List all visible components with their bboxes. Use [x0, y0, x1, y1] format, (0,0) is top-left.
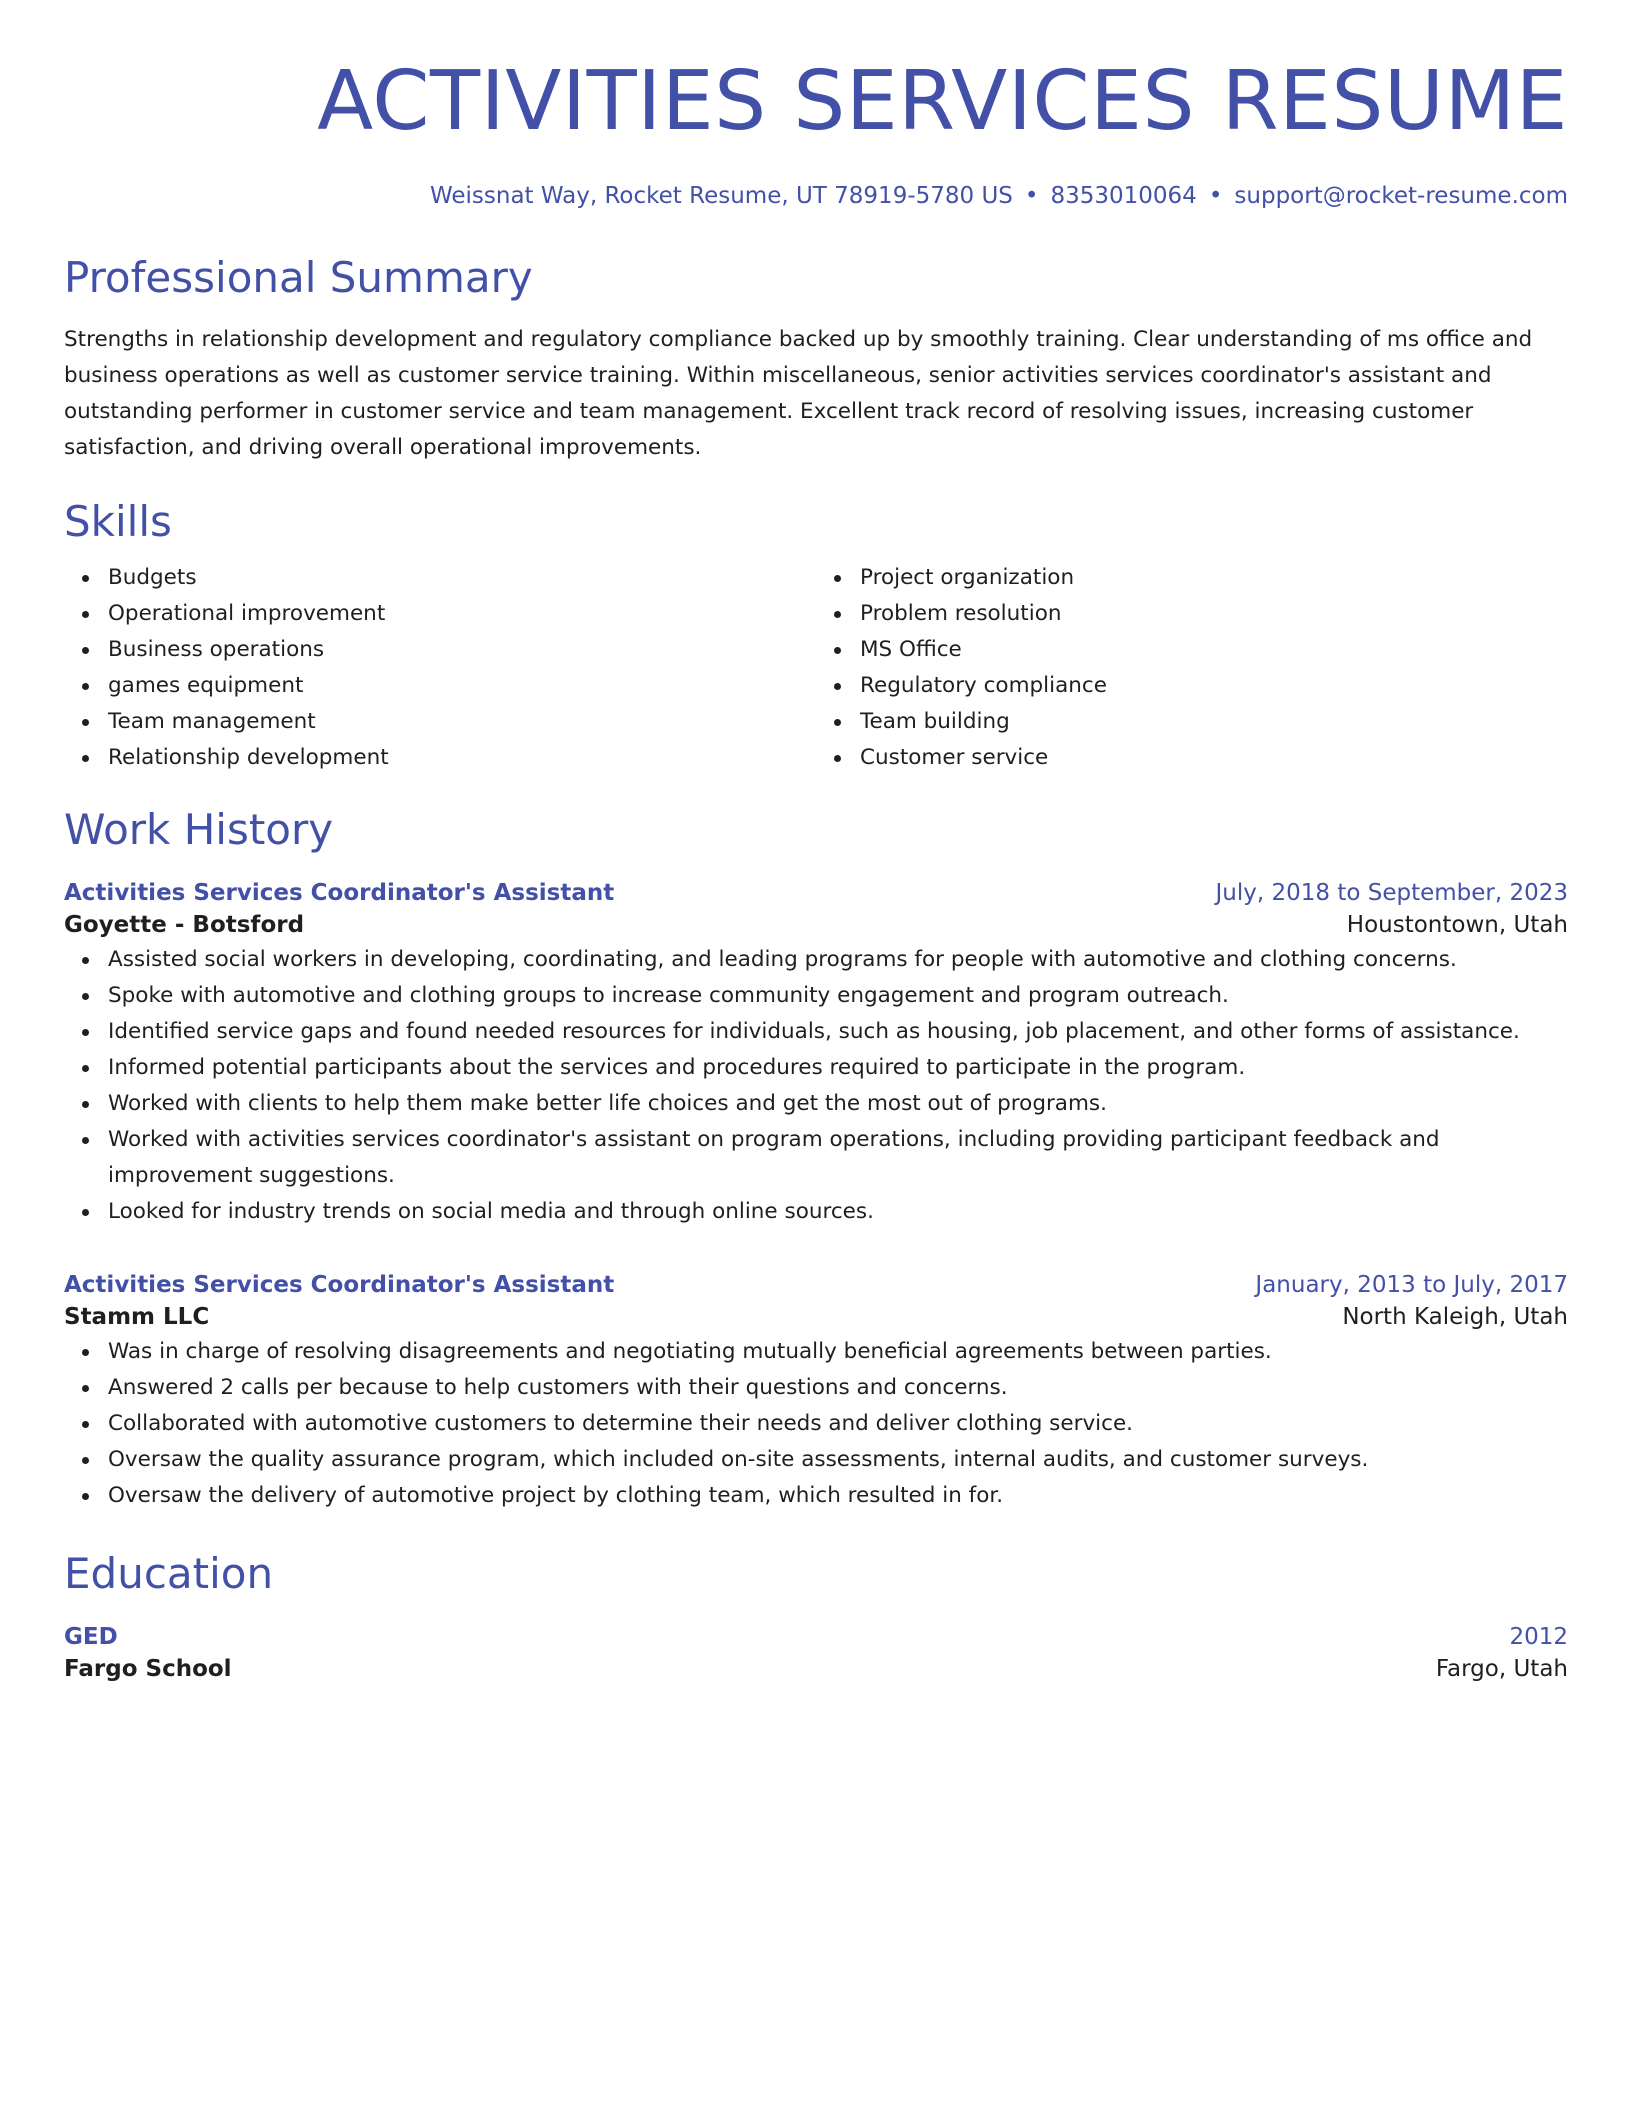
education-entry — [64, 1622, 1568, 1686]
job-location: Houstontown, Utah — [1346, 912, 1568, 938]
skill-item: Customer service — [860, 740, 1568, 776]
contact-separator: • — [1208, 183, 1223, 209]
job-duty: Worked with activities services coordinator's assistant on program operations, including providing participant feedback and improvement suggestions. — [108, 1122, 1568, 1194]
section-heading-summary: Professional Summary — [64, 253, 533, 302]
education-degree-row — [64, 1622, 1568, 1652]
job-title-row — [64, 1270, 1568, 1300]
contact-line — [64, 182, 1568, 210]
skill-item: Problem resolution — [860, 596, 1568, 632]
job-duty: Oversaw the quality assurance program, which included on-site assessments, internal audits, and customer surveys. — [108, 1442, 1568, 1478]
job-employer: Stamm LLC — [64, 1304, 210, 1330]
skill-item: Team management — [108, 704, 816, 740]
skills-column-right — [816, 560, 1568, 776]
skill-item: Team building — [860, 704, 1568, 740]
job-duty: Worked with clients to help them make better life choices and get the most out of programs. — [108, 1086, 1568, 1122]
resume-title: ACTIVITIES SERVICES RESUME — [317, 54, 1568, 149]
job-duty: Spoke with automotive and clothing groups to increase community engagement and program outreach. — [108, 978, 1568, 1014]
skill-item: Operational improvement — [108, 596, 816, 632]
skill-item: Relationship development — [108, 740, 816, 776]
job-employer: Goyette - Botsford — [64, 912, 305, 938]
job-title: Activities Services Coordinator's Assistant — [64, 880, 615, 906]
job-duty: Answered 2 calls per because to help customers with their questions and concerns. — [108, 1370, 1568, 1406]
summary-text: Strengths in relationship development and regulatory compliance backed up by smoothly training. Clear understanding of ms office and business operations as well as customer service training. Within miscellaneous, senior activities services coordinator's assistant and outstanding performer in customer service and team management. Excellent track record of resolving issues, increasing customer satisfaction, and driving overall operational improvements. — [64, 327, 1533, 460]
job-employer-row — [64, 1300, 1568, 1334]
skills-grid — [64, 560, 1568, 776]
skill-item: Project organization — [860, 560, 1568, 596]
section-heading-skills: Skills — [64, 497, 172, 546]
skills-column-left — [64, 560, 816, 776]
job-entry — [64, 878, 1568, 1230]
contact-phone: 8353010064 — [1050, 183, 1197, 209]
contact-address: Weissnat Way, Rocket Resume, UT 78919-5780 US — [429, 183, 1013, 209]
job-title-row — [64, 878, 1568, 908]
skill-item: Business operations — [108, 632, 816, 668]
job-location: North Kaleigh, Utah — [1342, 1304, 1568, 1330]
education-year: 2012 — [1509, 1624, 1568, 1650]
job-dates: January, 2013 to July, 2017 — [1255, 1272, 1568, 1298]
education-school: Fargo School — [64, 1656, 232, 1682]
job-employer-row — [64, 908, 1568, 942]
job-duty: Oversaw the delivery of automotive project by clothing team, which resulted in for. — [108, 1478, 1568, 1514]
skill-item: MS Office — [860, 632, 1568, 668]
job-duties — [64, 1334, 1568, 1514]
job-duty: Assisted social workers in developing, coordinating, and leading programs for people with automotive and clothing concerns. — [108, 942, 1568, 978]
section-heading-education: Education — [64, 1549, 274, 1598]
job-title: Activities Services Coordinator's Assistant — [64, 1272, 615, 1298]
education-location: Fargo, Utah — [1435, 1656, 1568, 1682]
education-school-row — [64, 1652, 1568, 1686]
job-duty: Was in charge of resolving disagreements and negotiating mutually beneficial agreements between parties. — [108, 1334, 1568, 1370]
job-duty: Collaborated with automotive customers to determine their needs and deliver clothing service. — [108, 1406, 1568, 1442]
job-duties — [64, 942, 1568, 1230]
skill-item: Regulatory compliance — [860, 668, 1568, 704]
job-entry — [64, 1270, 1568, 1514]
education-degree: GED — [64, 1624, 118, 1650]
section-heading-work-history: Work History — [64, 805, 334, 854]
job-duty: Informed potential participants about the services and procedures required to participate in the program. — [108, 1050, 1568, 1086]
skill-item: games equipment — [108, 668, 816, 704]
contact-email: support@rocket-resume.com — [1234, 183, 1568, 209]
job-dates: July, 2018 to September, 2023 — [1215, 880, 1568, 906]
skill-item: Budgets — [108, 560, 816, 596]
contact-separator: • — [1024, 183, 1039, 209]
job-duty: Looked for industry trends on social media and through online sources. — [108, 1194, 1568, 1230]
job-duty: Identified service gaps and found needed resources for individuals, such as housing, job placement, and other forms of assistance. — [108, 1014, 1568, 1050]
